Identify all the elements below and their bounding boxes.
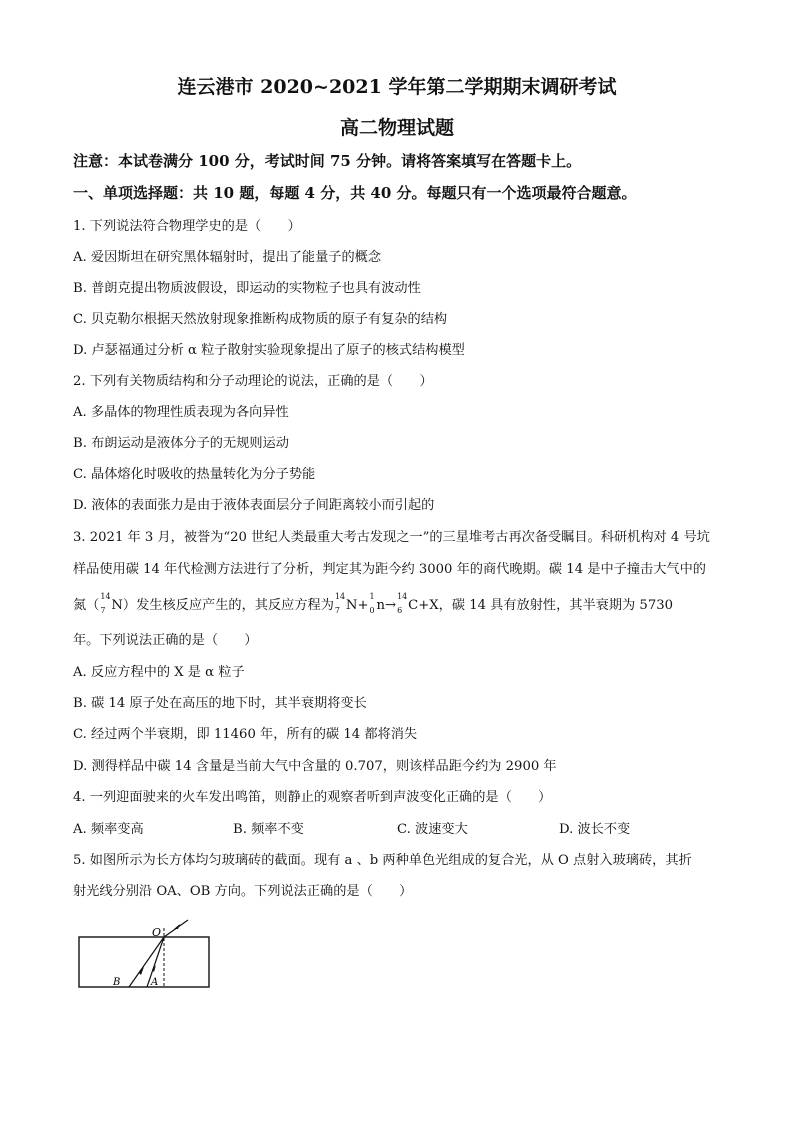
point-a-label: A	[151, 977, 159, 988]
nuclide-charge: 7	[334, 606, 341, 615]
question-1-option-d: D. 卢瑟福通过分析 α 粒子散射实验现象提出了原子的核式结构模型	[73, 343, 465, 358]
nuclide-charge: 0	[369, 606, 375, 615]
question-3-text: ）发生核反应产生的，其反应方程为	[122, 598, 334, 613]
glass-brick	[79, 937, 209, 987]
question-4-option-d: D. 波长不变	[559, 822, 631, 837]
question-3-option-d: D. 测得样品中碳 14 含量是当前大气中含量的 0.707，则该样品距今约为 2900 年	[73, 759, 557, 774]
nuclide-symbol: n	[376, 598, 386, 613]
nuclide-mass: 14	[334, 592, 346, 601]
question-1-option-a: A. 爱因斯坦在研究黑体辐射时，提出了能量子的概念	[73, 250, 382, 265]
nuclide-symbol: C	[408, 598, 419, 613]
refracted-ray-ob	[129, 937, 164, 987]
nuclide-symbol: N	[345, 598, 358, 613]
reaction-equation	[334, 592, 439, 615]
question-3-option-c: C. 经过两个半衰期，即 11460 年，所有的碳 14 都将消失	[73, 727, 418, 742]
nuclide-charge: 6	[397, 606, 403, 615]
question-1-option-c: C. 贝克勒尔根据天然放射现象推断构成物质的原子有复杂的结构	[73, 312, 448, 327]
question-3-line-2: 样品使用碳 14 年代检测方法进行了分析，判定其为距今约 3000 年的商代晚期。碳 14 是中子撞击大气中的	[73, 562, 706, 577]
question-5-line-1: 5. 如图所示为长方体均匀玻璃砖的截面。现有 a 、b 两种单色光组成的复合光，从 O 点射入玻璃砖，其折	[73, 853, 692, 868]
page-title: 连云港市 2020~2021 学年第二学期期末调研考试	[177, 76, 617, 98]
question-1-stem: 1. 下列说法符合物理学史的是（ ）	[73, 219, 301, 234]
nuclide-mass: 1	[369, 592, 375, 601]
question-3-line-3	[73, 594, 673, 613]
nuclide-charge: 7	[100, 606, 106, 615]
plus-sign: +	[357, 598, 369, 613]
reaction-product: +X	[418, 598, 439, 613]
question-2-option-b: B. 布朗运动是液体分子的无规则运动	[73, 436, 289, 451]
question-1-option-b: B. 普朗克提出物质波假设，即运动的实物粒子也具有波动性	[73, 281, 421, 296]
question-2-option-a: A. 多晶体的物理性质表现为各向异性	[73, 405, 289, 420]
page-subtitle: 高二物理试题	[339, 117, 454, 139]
question-5-line-2: 射光线分别沿 OA、OB 方向。下列说法正确的是（ ）	[73, 884, 413, 899]
nuclide-mass: 14	[100, 592, 111, 601]
glass-brick-figure	[76, 918, 216, 998]
question-4-option-c: C. 波速变大	[397, 822, 468, 837]
reaction-arrow: →	[385, 598, 397, 613]
question-2-option-c: C. 晶体熔化时吸收的热量转化为分子势能	[73, 467, 316, 482]
question-3-option-a: A. 反应方程中的 X 是 α 粒子	[73, 665, 245, 680]
question-4-option-b: B. 频率不变	[233, 822, 304, 837]
nitrogen-nuclide	[99, 592, 123, 615]
question-2-stem: 2. 下列有关物质结构和分子动理论的说法，正确的是（ ）	[73, 374, 433, 389]
nuclide-mass: 14	[397, 592, 408, 601]
point-o-label: O	[152, 926, 162, 939]
question-4-stem: 4. 一列迎面驶来的火车发出鸣笛，则静止的观察者听到声波变化正确的是（ ）	[73, 790, 552, 805]
exam-notice: 注意：本试卷满分 100 分，考试时间 75 分钟。请将答案填写在答题卡上。	[73, 152, 582, 170]
question-3-text: ，碳 14 具有放射性，其半衰期为 5730	[438, 598, 673, 613]
question-2-option-d: D. 液体的表面张力是由于液体表面层分子间距离较小而引起的	[73, 498, 435, 513]
question-4-option-a: A. 频率变高	[73, 822, 144, 837]
question-3-text: 氮（	[73, 598, 100, 613]
nuclide-symbol: N	[111, 598, 123, 613]
point-b-label: B	[113, 977, 121, 988]
question-3-line-4: 年。下列说法正确的是（ ）	[73, 633, 258, 648]
question-3-option-b: B. 碳 14 原子处在高压的地下时，其半衰期将变长	[73, 696, 367, 711]
question-3-line-1: 3. 2021 年 3 月，被誉为“20 世纪人类最重大考古发现之一”的三星堆考古再次备受瞩目。科研机构对 4 号坑	[73, 530, 710, 545]
section-heading: 一、单项选择题：共 10 题，每题 4 分，共 40 分。每题只有一个选项最符合题意。	[73, 184, 637, 202]
